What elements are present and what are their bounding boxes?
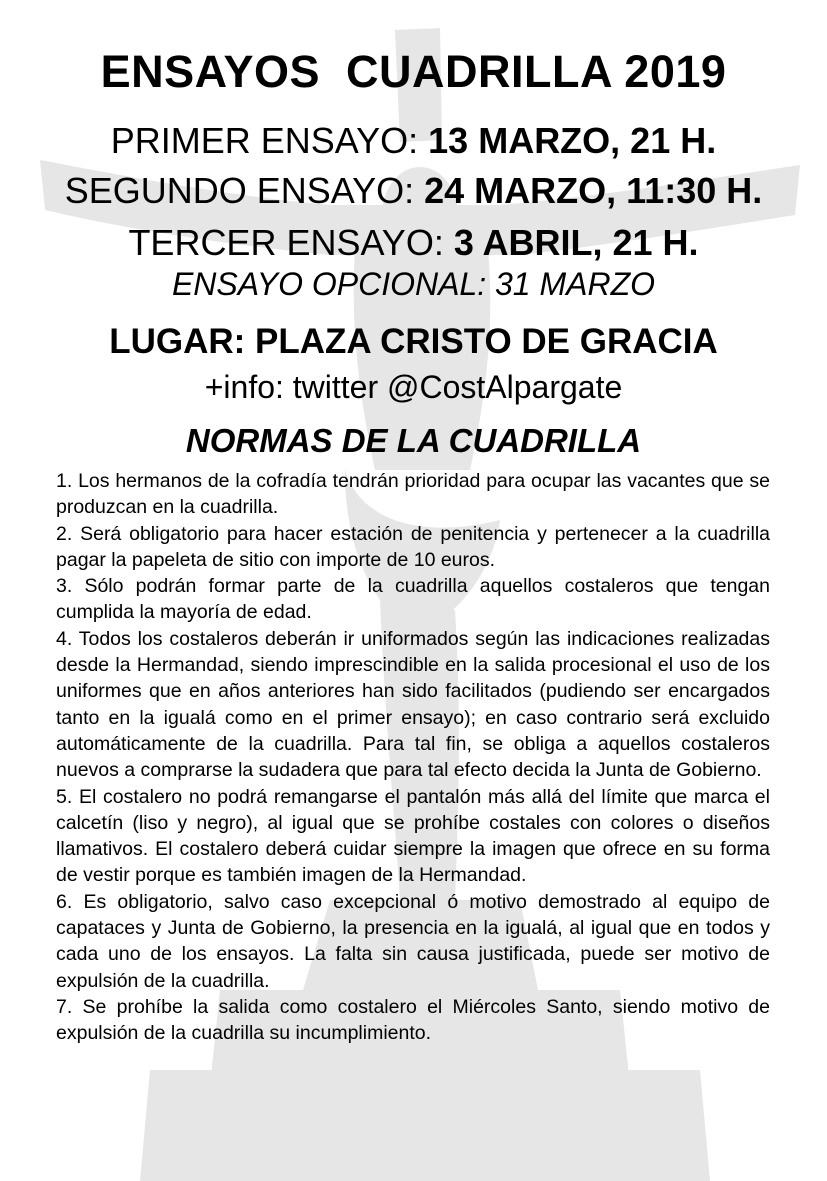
rehearsal-1-label: PRIMER ENSAYO:: [110, 120, 429, 161]
optional-rehearsal: ENSAYO OPCIONAL: 31 MARZO: [171, 266, 656, 302]
rule-item: 5. El costalero no podrá remangarse el pantalón más allá del límite que marca el calcetín (liso y negro), al igual que se prohíbe costales con colores o diseños llamativos. El costalero deberá cuidar siempre la imagen que ofrece en su forma de vestir porque es también imagen de la Hermandad.: [56, 785, 770, 887]
rehearsal-3-date: 3 ABRIL, 21 H.: [453, 222, 699, 263]
rule-item: 7. Se prohíbe la salida como costalero el Miércoles Santo, siendo motivo de expulsión de la cuadrilla su incumplimiento.: [56, 995, 770, 1045]
rule-item: 2. Será obligatorio para hacer estación de penitencia y pertenecer a la cuadrilla pagar la papeleta de sitio con importe de 10 euros.: [56, 522, 770, 571]
rehearsal-1: [0, 120, 827, 162]
rehearsal-1-date: 13 MARZO, 21 H.: [428, 120, 717, 161]
rehearsal-2: [0, 170, 827, 212]
rehearsal-2-date: 24 MARZO, 11:30 H.: [424, 170, 763, 211]
rule-item: 4. Todos los costaleros deberán ir uniformados según las indicaciones realizadas desde la Hermandad, siendo imprescindible en la salida procesional el uso de los uniformes que en años anteriores han sido facilitados (pudiendo ser encargados tanto en la igualá como en el primer ensayo); en caso contrario será excluido automáticamente de la cuadrilla. Para tal fin, se obliga a aquellos costaleros nuevos a comprarse la sudadera que para tal efecto decida la Junta de Gobierno.: [56, 627, 770, 782]
rehearsal-3-label: TERCER ENSAYO:: [128, 222, 454, 263]
rule-item: 3. Sólo podrán formar parte de la cuadrilla aquellos costaleros que tengan cumplida la mayoría de edad.: [56, 575, 770, 624]
rehearsal-3: [0, 222, 827, 264]
rehearsal-2-label: SEGUNDO ENSAYO:: [64, 170, 425, 211]
rule-item: 1. Los hermanos de la cofradía tendrán prioridad para ocupar las vacantes que se produzcan en la cuadrilla.: [56, 470, 770, 519]
location: LUGAR: PLAZA CRISTO DE GRACIA: [109, 322, 718, 361]
rules-title: NORMAS DE LA CUADRILLA: [185, 422, 642, 459]
flyer-title: ENSAYOS CUADRILLA 2019: [100, 46, 727, 97]
info-twitter: +info: twitter @CostAlpargate: [204, 369, 623, 405]
rules-list: [56, 468, 770, 1047]
rule-item: 6. Es obligatorio, salvo caso excepcional ó motivo demostrado al equipo de capataces y Junta de Gobierno, la presencia en la igualá, al igual que en todos y cada uno de los ensayos. La falta sin causa justificada, puede ser motivo de expulsión de la cuadrilla.: [56, 890, 770, 992]
